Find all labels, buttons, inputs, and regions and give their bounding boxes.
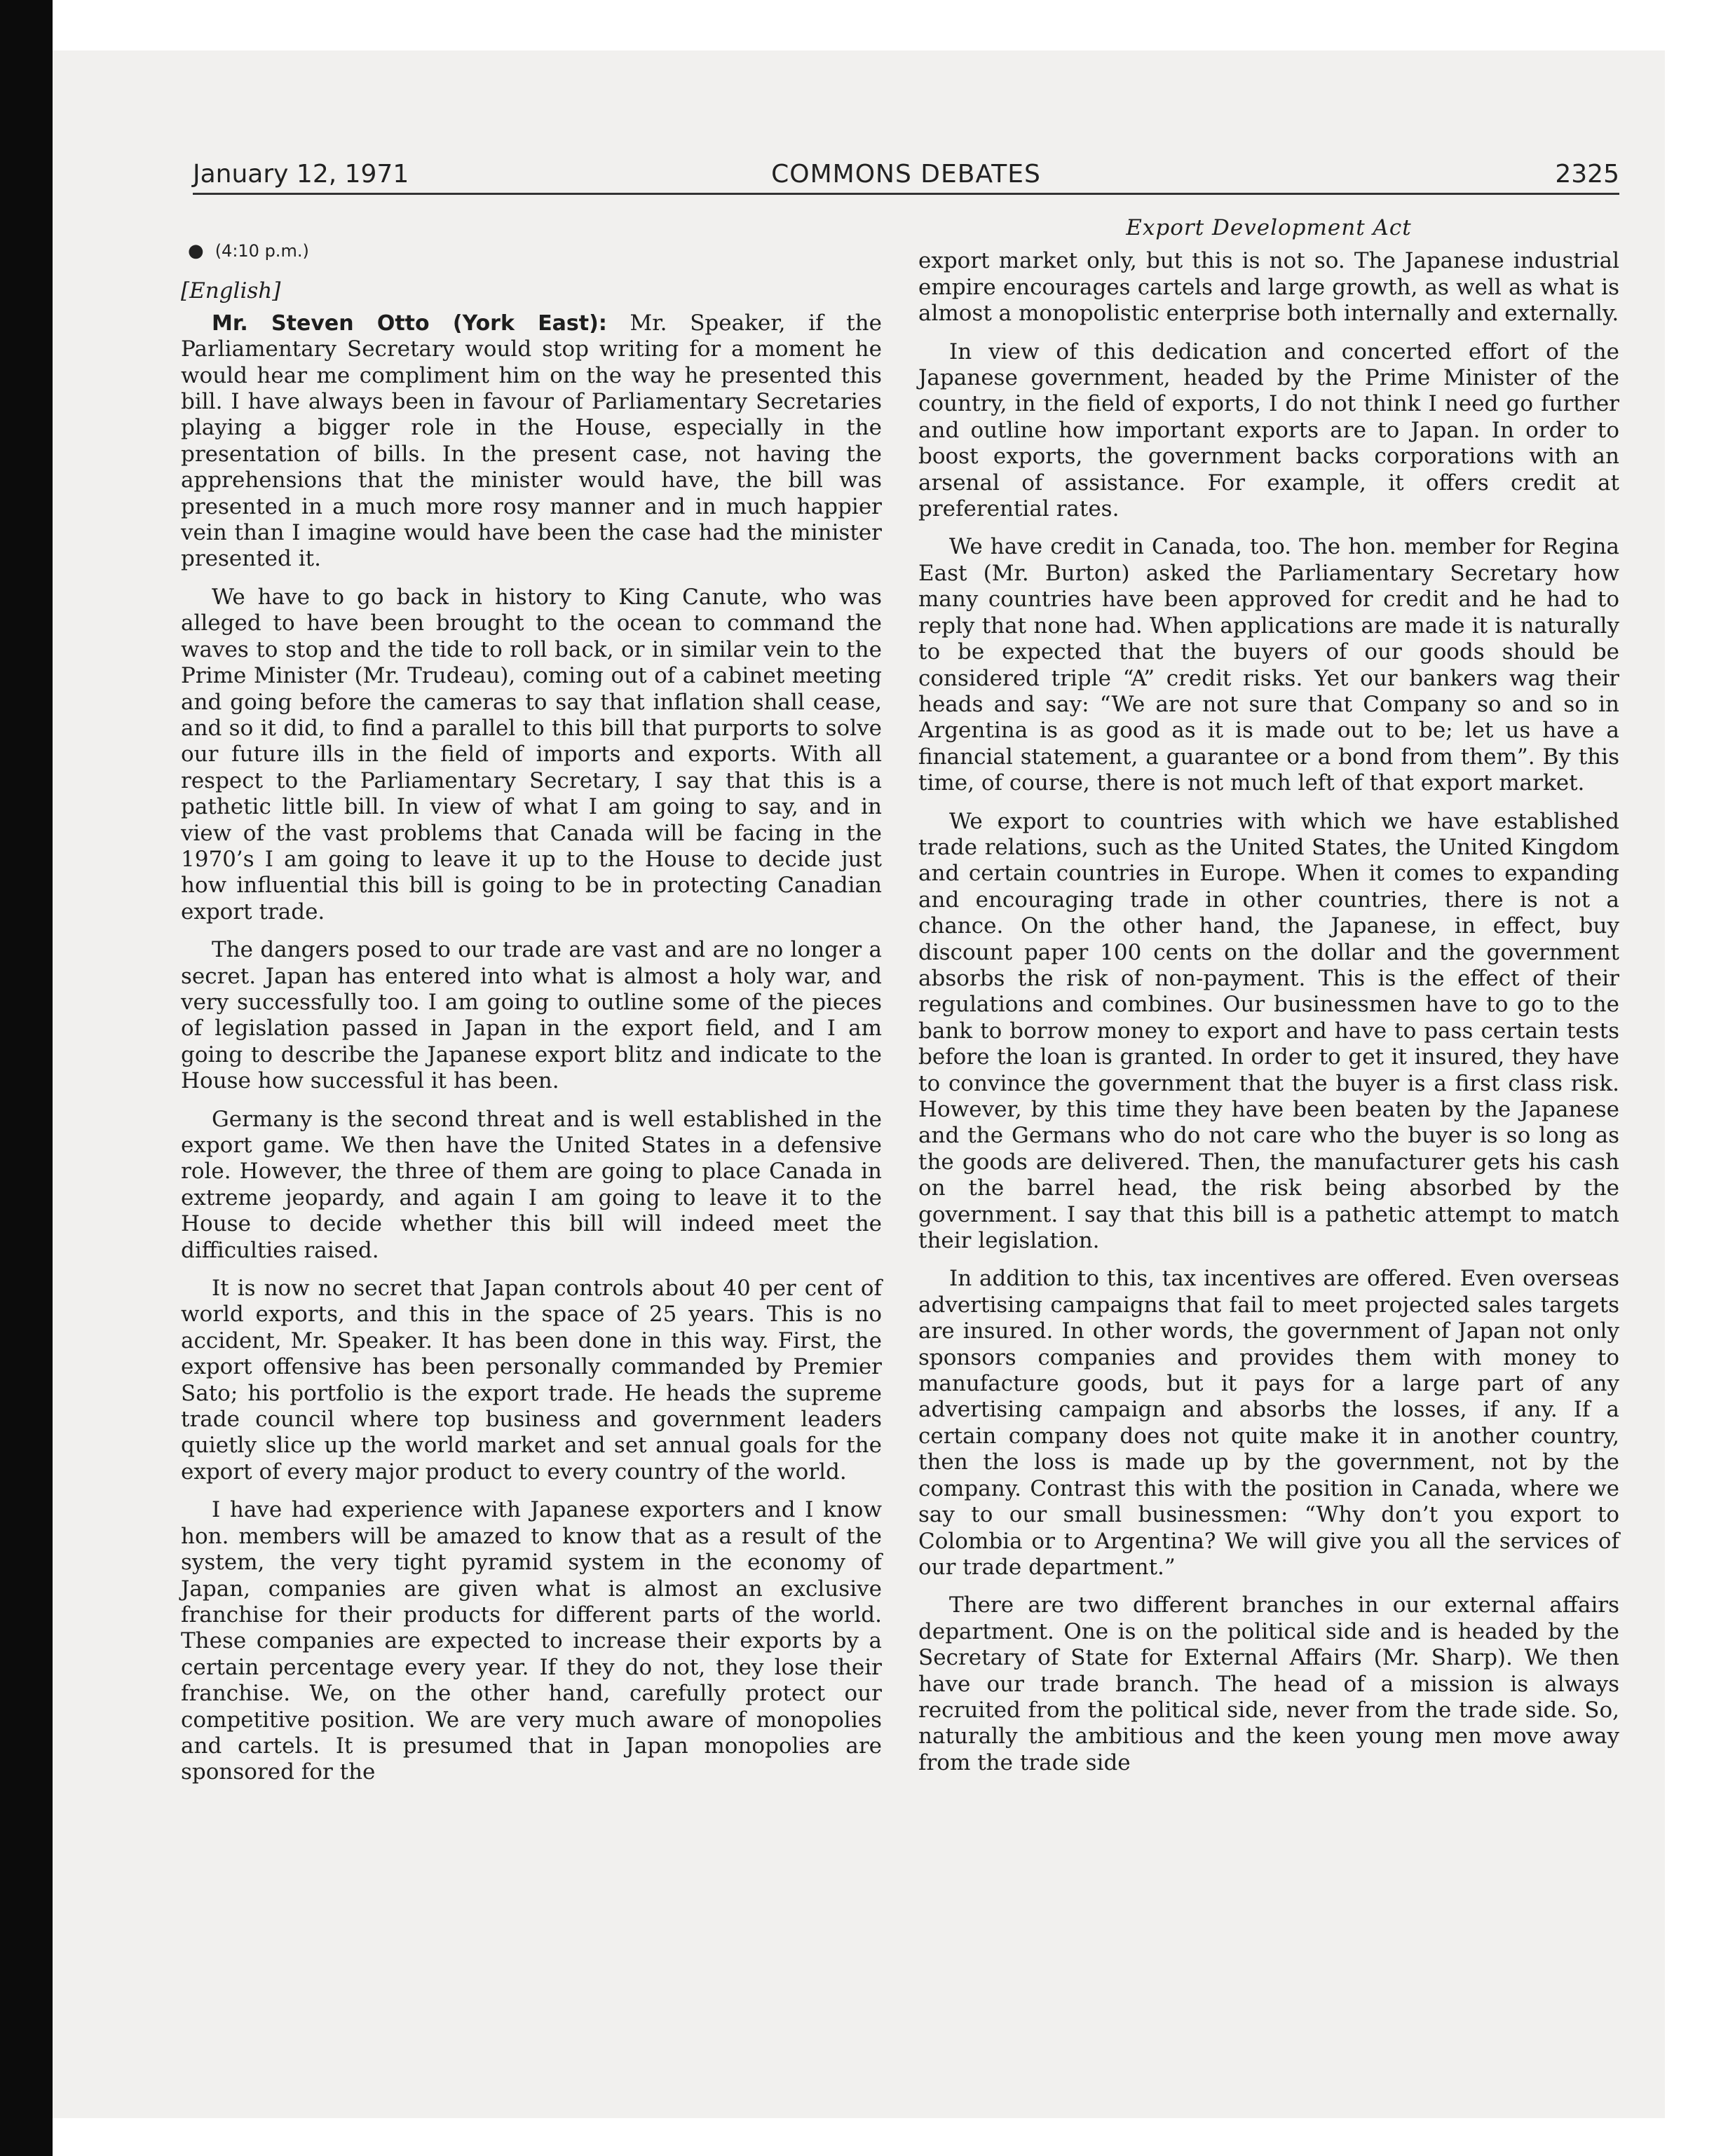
- paragraph: In view of this dedication and concerted effort of the Japanese government, headed by the Prime Minister of the country, in the field of exports, I do not think I need go further and outline how important exports are to Japan. In order to boost exports, the government backs corporations with an arsenal of assistance. For example, it offers credit at preferential rates.: [918, 339, 1619, 522]
- paragraph: There are two different branches in our external affairs department. One is on the political side and is headed by the Secretary of State for External Affairs (Mr. Sharp). We then have our trade branch. The head of a mission is always recruited from the political side, never from the trade side. So, naturally the ambitious and the keen young men move away from the trade side: [918, 1592, 1619, 1775]
- opening-text: Mr. Speaker, if the Parliamentary Secretary would stop writing for a moment he would hear me compliment him on the way he presented this bill. I have always been in favour of Parliamentary Secretaries playing a bigger role in the House, especially in the presentation of bills. In the present case, not having the apprehensions that the minister would have, the bill was presented in a much more rosy manner and in much happier vein than I imagine would have been the case had the minister presented it.: [181, 310, 882, 572]
- paragraph: We have to go back in history to King Canute, who was alleged to have been brought to the ocean to command the waves to stop and the tide to roll back, or in similar vein to the Prime Minister (Mr. Trudeau), coming out of a cabinet meeting and going before the cameras to say that inflation shall cease, and so it did, to find a parallel to this bill that purports to solve our future ills in the field of imports and exports. With all respect to the Parliamentary Secretary, I say that this is a pathetic little bill. In view of what I am going to say, and in view of the vast problems that Canada will be facing in the 1970’s I am going to leave it up to the House to decide just how influential this bill is going to be in protecting Canadian export trade.: [181, 584, 882, 925]
- timestamp: [188, 238, 882, 264]
- timestamp-text: (4:10 p.m.): [215, 241, 309, 261]
- header-date: January 12, 1971: [193, 160, 409, 189]
- paragraph: The dangers posed to our trade are vast and are no longer a secret. Japan has entered into what is almost a holy war, and very successfully too. I am going to outline some of the pieces of legislation passed in Japan in the export field, and I am going to describe the Japanese export blitz and indicate to the House how successful it has been.: [181, 937, 882, 1094]
- paragraph: It is now no secret that Japan controls about 40 per cent of world exports, and this in the space of 25 years. This is no accident, Mr. Speaker. It has been done in this way. First, the export offensive has been personally commanded by Premier Sato; his portfolio is the export trade. He heads the supreme trade council where top business and government leaders quietly slice up the world market and set annual goals for the export of every major product to every country of the world.: [181, 1276, 882, 1485]
- speech-opening: [181, 311, 882, 573]
- paragraph: I have had experience with Japanese exporters and I know hon. members will be amazed to know that as a result of the system, the very tight pyramid system in the economy of Japan, companies are given what is almost an exclusive franchise for their products for different parts of the world. These companies are expected to increase their exports by a certain percentage every year. If they do not, they lose their franchise. We, on the other hand, carefully protect our competitive position. We are very much aware of monopolies and cartels. It is presumed that in Japan monopolies are sponsored for the: [181, 1497, 882, 1785]
- scan-margin-top: [0, 0, 1735, 50]
- left-column: [181, 238, 882, 1798]
- continued-paragraph: export market only, but this is not so. The Japanese industrial empire encourages cartels and large growth, as well as what is almost a monopolistic enterprise both internally and externally.: [918, 248, 1619, 327]
- right-column: [918, 207, 1619, 1788]
- paragraph: We export to countries with which we have established trade relations, such as the United States, the United Kingdom and certain countries in Europe. When it comes to expanding and encouraging trade in other countries, there is not a chance. On the other hand, the Japanese, in effect, buy discount paper 100 cents on the dollar and the government absorbs the risk of non-payment. This is the effect of their regulations and combines. Our businessmen have to go to the bank to borrow money to export and have to pass certain tests before the loan is granted. In order to get it insured, they have to convince the government that the buyer is a first class risk. However, by this time they have been beaten by the Japanese and the Germans who do not care who the buyer is so long as the goods are delivered. Then, the manufacturer gets his cash on the barrel head, the risk being absorbed by the government. I say that this bill is a pathetic attempt to match their legislation.: [918, 808, 1619, 1254]
- section-title: Export Development Act: [1126, 215, 1412, 240]
- language-tag: [English]: [181, 278, 281, 304]
- speaker-name: Mr. Steven Otto (York East):: [212, 311, 607, 336]
- paragraph: In addition to this, tax incentives are offered. Even overseas advertising campaigns that fail to meet projected sales targets are insured. In other words, the government of Japan not only sponsors companies and provides them with money to manufacture goods, but it pays for a large part of any advertising campaign and absorbs the losses, if any. If a certain company does not quite make it in another country, then the loss is made up by the government, not by the company. Contrast this with the position in Canada, where we say to our small businessmen: “Why don’t you export to Colombia or to Argentina? We will give you all the services of our trade department.”: [918, 1266, 1619, 1580]
- header-title: COMMONS DEBATES: [771, 160, 1041, 189]
- bullet-icon: ●: [188, 240, 204, 261]
- paragraph: Germany is the second threat and is well established in the export game. We then have the United States in a defensive role. However, the three of them are going to place Canada in extreme jeopardy, and again I am going to leave it to the House to decide whether this bill will indeed meet the difficulties raised.: [181, 1106, 882, 1263]
- page-header: [193, 151, 1619, 195]
- page-number: 2325: [1555, 160, 1619, 189]
- paragraph: We have credit in Canada, too. The hon. member for Regina East (Mr. Burton) asked the Parliamentary Secretary how many countries have been approved for credit and he had to reply that none had. When applications are made it is naturally to be expected that the buyers of our goods should be considered triple “A” credit risks. Yet our bankers wag their heads and say: “We are not sure that Company so and so in Argentina is as good as it is made out to be; let us have a financial statement, a guarantee or a bond from them”. By this time, of course, there is not much left of that export market.: [918, 534, 1619, 796]
- scan-edge-bar: [0, 0, 53, 2156]
